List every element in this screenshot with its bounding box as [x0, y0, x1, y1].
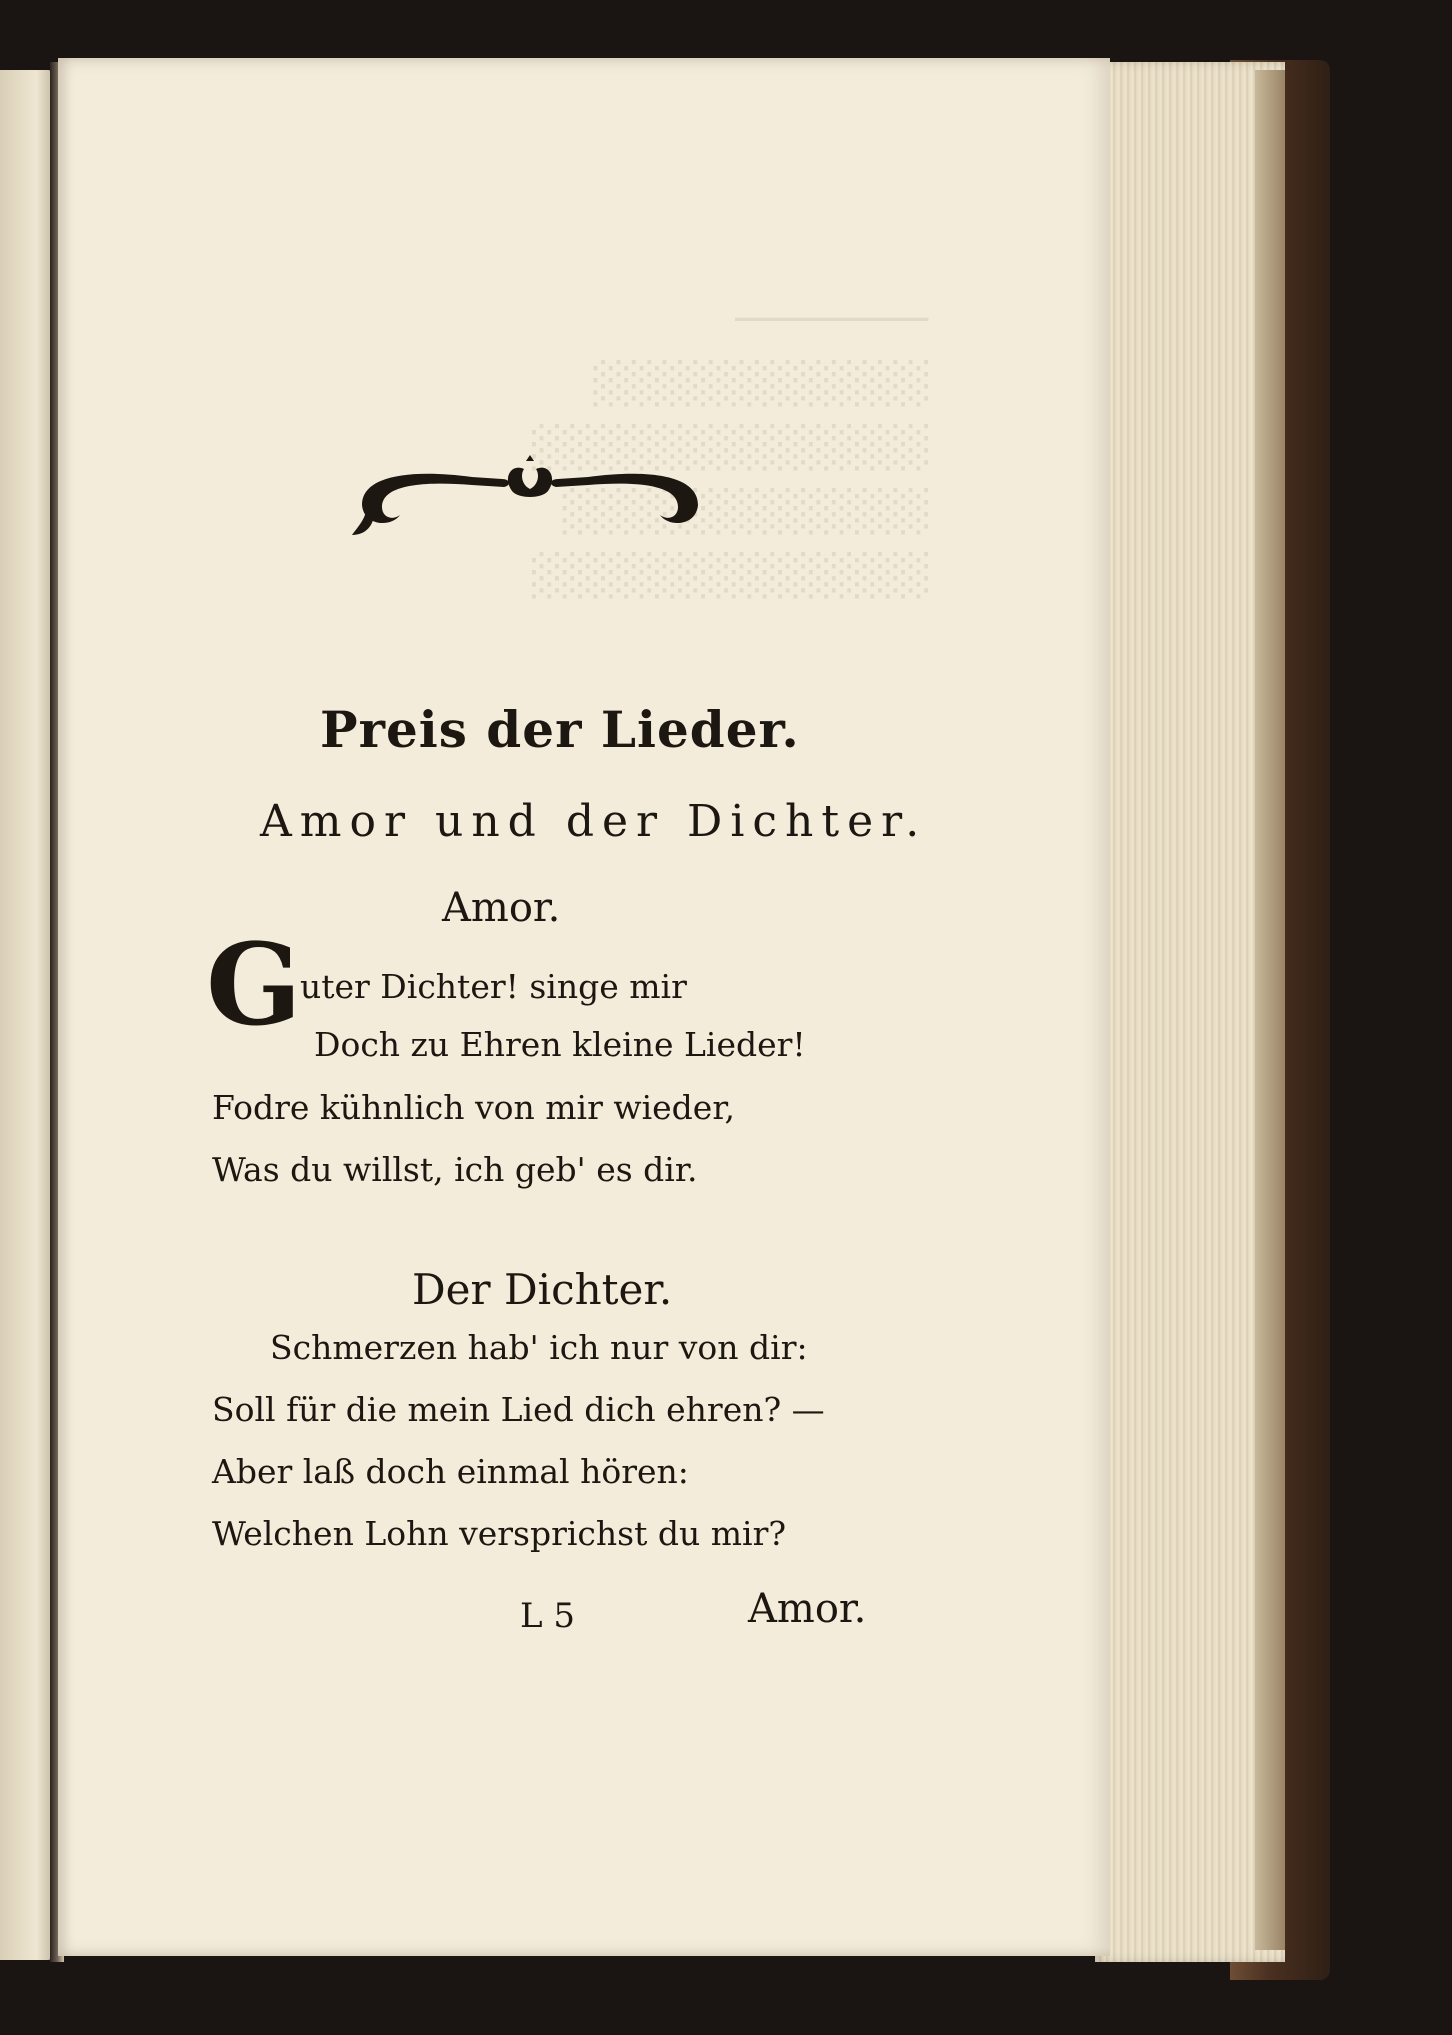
- verse-line: Schmerzen hab' ich nur von dir:: [270, 1328, 808, 1367]
- signature-mark: L 5: [520, 1596, 576, 1636]
- poem-subtitle: Amor und der Dichter.: [260, 796, 928, 847]
- page-edges-shadow: [1255, 70, 1285, 1950]
- left-page-edge: [0, 70, 52, 1960]
- verse-line: Aber laß doch einmal hören:: [212, 1452, 689, 1491]
- page-title: Preis der Lieder.: [320, 700, 800, 759]
- verse-line: Soll für die mein Lied dich ehren? —: [212, 1390, 825, 1429]
- speaker-dichter: Der Dichter.: [412, 1265, 673, 1314]
- verse-line: Welchen Lohn versprichst du mir?: [212, 1514, 787, 1553]
- ornament-headpiece: [352, 455, 708, 537]
- catchword: Amor.: [748, 1586, 867, 1632]
- verse-line: uter Dichter! singe mir: [300, 967, 687, 1006]
- drop-cap: G: [206, 920, 302, 1051]
- speaker-amor: Amor.: [442, 885, 561, 931]
- verse-line: Fodre kühnlich von mir wieder,: [212, 1088, 735, 1127]
- verse-line: Was du willst, ich geb' es dir.: [212, 1150, 698, 1189]
- show-through-text: ──────── ░░░░░░░░░░░ ░░░░░░░░░░░░░ ░░░░░░░░░░░░ ░░░░░░░░░░░░░: [528, 297, 928, 599]
- verse-line: Doch zu Ehren kleine Lieder!: [314, 1025, 806, 1064]
